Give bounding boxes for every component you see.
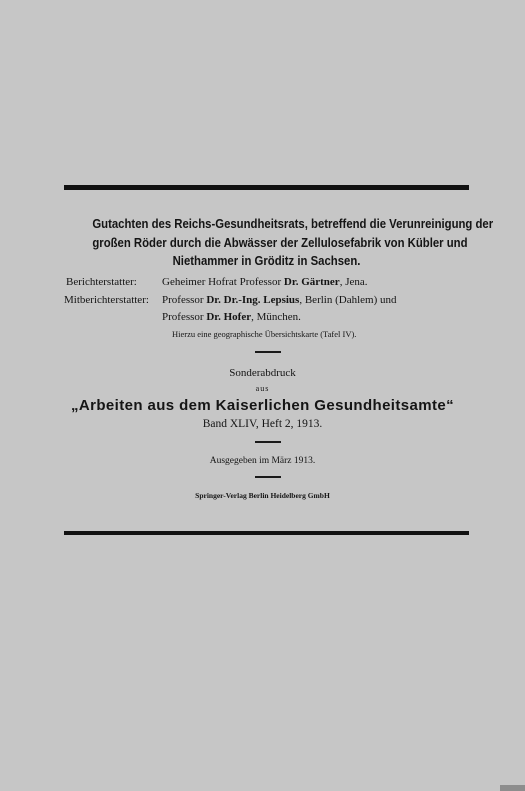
offprint-label: Sonderabdruck bbox=[229, 367, 296, 379]
issue-date: Ausgegeben im März 1913. bbox=[209, 456, 316, 466]
co-reporter-1-name: Dr. Dr.-Ing. Lepsius bbox=[206, 294, 300, 306]
title-line-2: großen Röder durch die Abwässer der Zellulosefabrik von Kübler und bbox=[92, 234, 468, 250]
co-reporter-line-2 bbox=[162, 311, 301, 323]
co-reporter-2-name: Dr. Hofer bbox=[206, 311, 252, 323]
from-label: aus bbox=[255, 384, 270, 393]
reporter-label: Berichterstatter: bbox=[66, 276, 137, 288]
publication-title: „Arbeiten aus dem Kaiserlichen Gesundheitsamte“ bbox=[70, 397, 455, 414]
co-reporter-line-1 bbox=[162, 294, 397, 306]
title-line-1: Gutachten des Reichs-Gesundheitsrats, betreffend die Verunreinigung der bbox=[92, 216, 494, 231]
volume-info: Band XLIV, Heft 2, 1913. bbox=[202, 418, 323, 430]
reporter-name: Dr. Gärtner bbox=[283, 276, 340, 288]
co-reporter-1-place: , Berlin (Dahlem) und bbox=[299, 294, 397, 306]
co-reporter-2-title: Professor bbox=[162, 311, 204, 323]
publisher: Springer-Verlag Berlin Heidelberg GmbH bbox=[195, 491, 330, 500]
title-line-3: Niethammer in Gröditz in Sachsen. bbox=[172, 253, 361, 268]
co-reporter-label: Mitberichterstatter: bbox=[64, 294, 149, 306]
divider-3 bbox=[255, 476, 281, 478]
reporter-line bbox=[162, 276, 368, 288]
divider-1 bbox=[255, 351, 281, 353]
reporter-title: Geheimer Hofrat Professor bbox=[162, 276, 282, 288]
bottom-rule bbox=[64, 531, 469, 535]
reporter-place: , Jena. bbox=[339, 276, 368, 288]
divider-2 bbox=[255, 441, 281, 443]
co-reporter-1-title: Professor bbox=[162, 294, 204, 306]
document-title bbox=[92, 215, 494, 271]
scan-edge-artifact bbox=[500, 785, 525, 791]
co-reporter-2-place: , München. bbox=[251, 311, 301, 323]
top-rule bbox=[64, 185, 469, 190]
map-note: Hierzu eine geographische Übersichtskarte (Tafel IV). bbox=[172, 329, 357, 339]
